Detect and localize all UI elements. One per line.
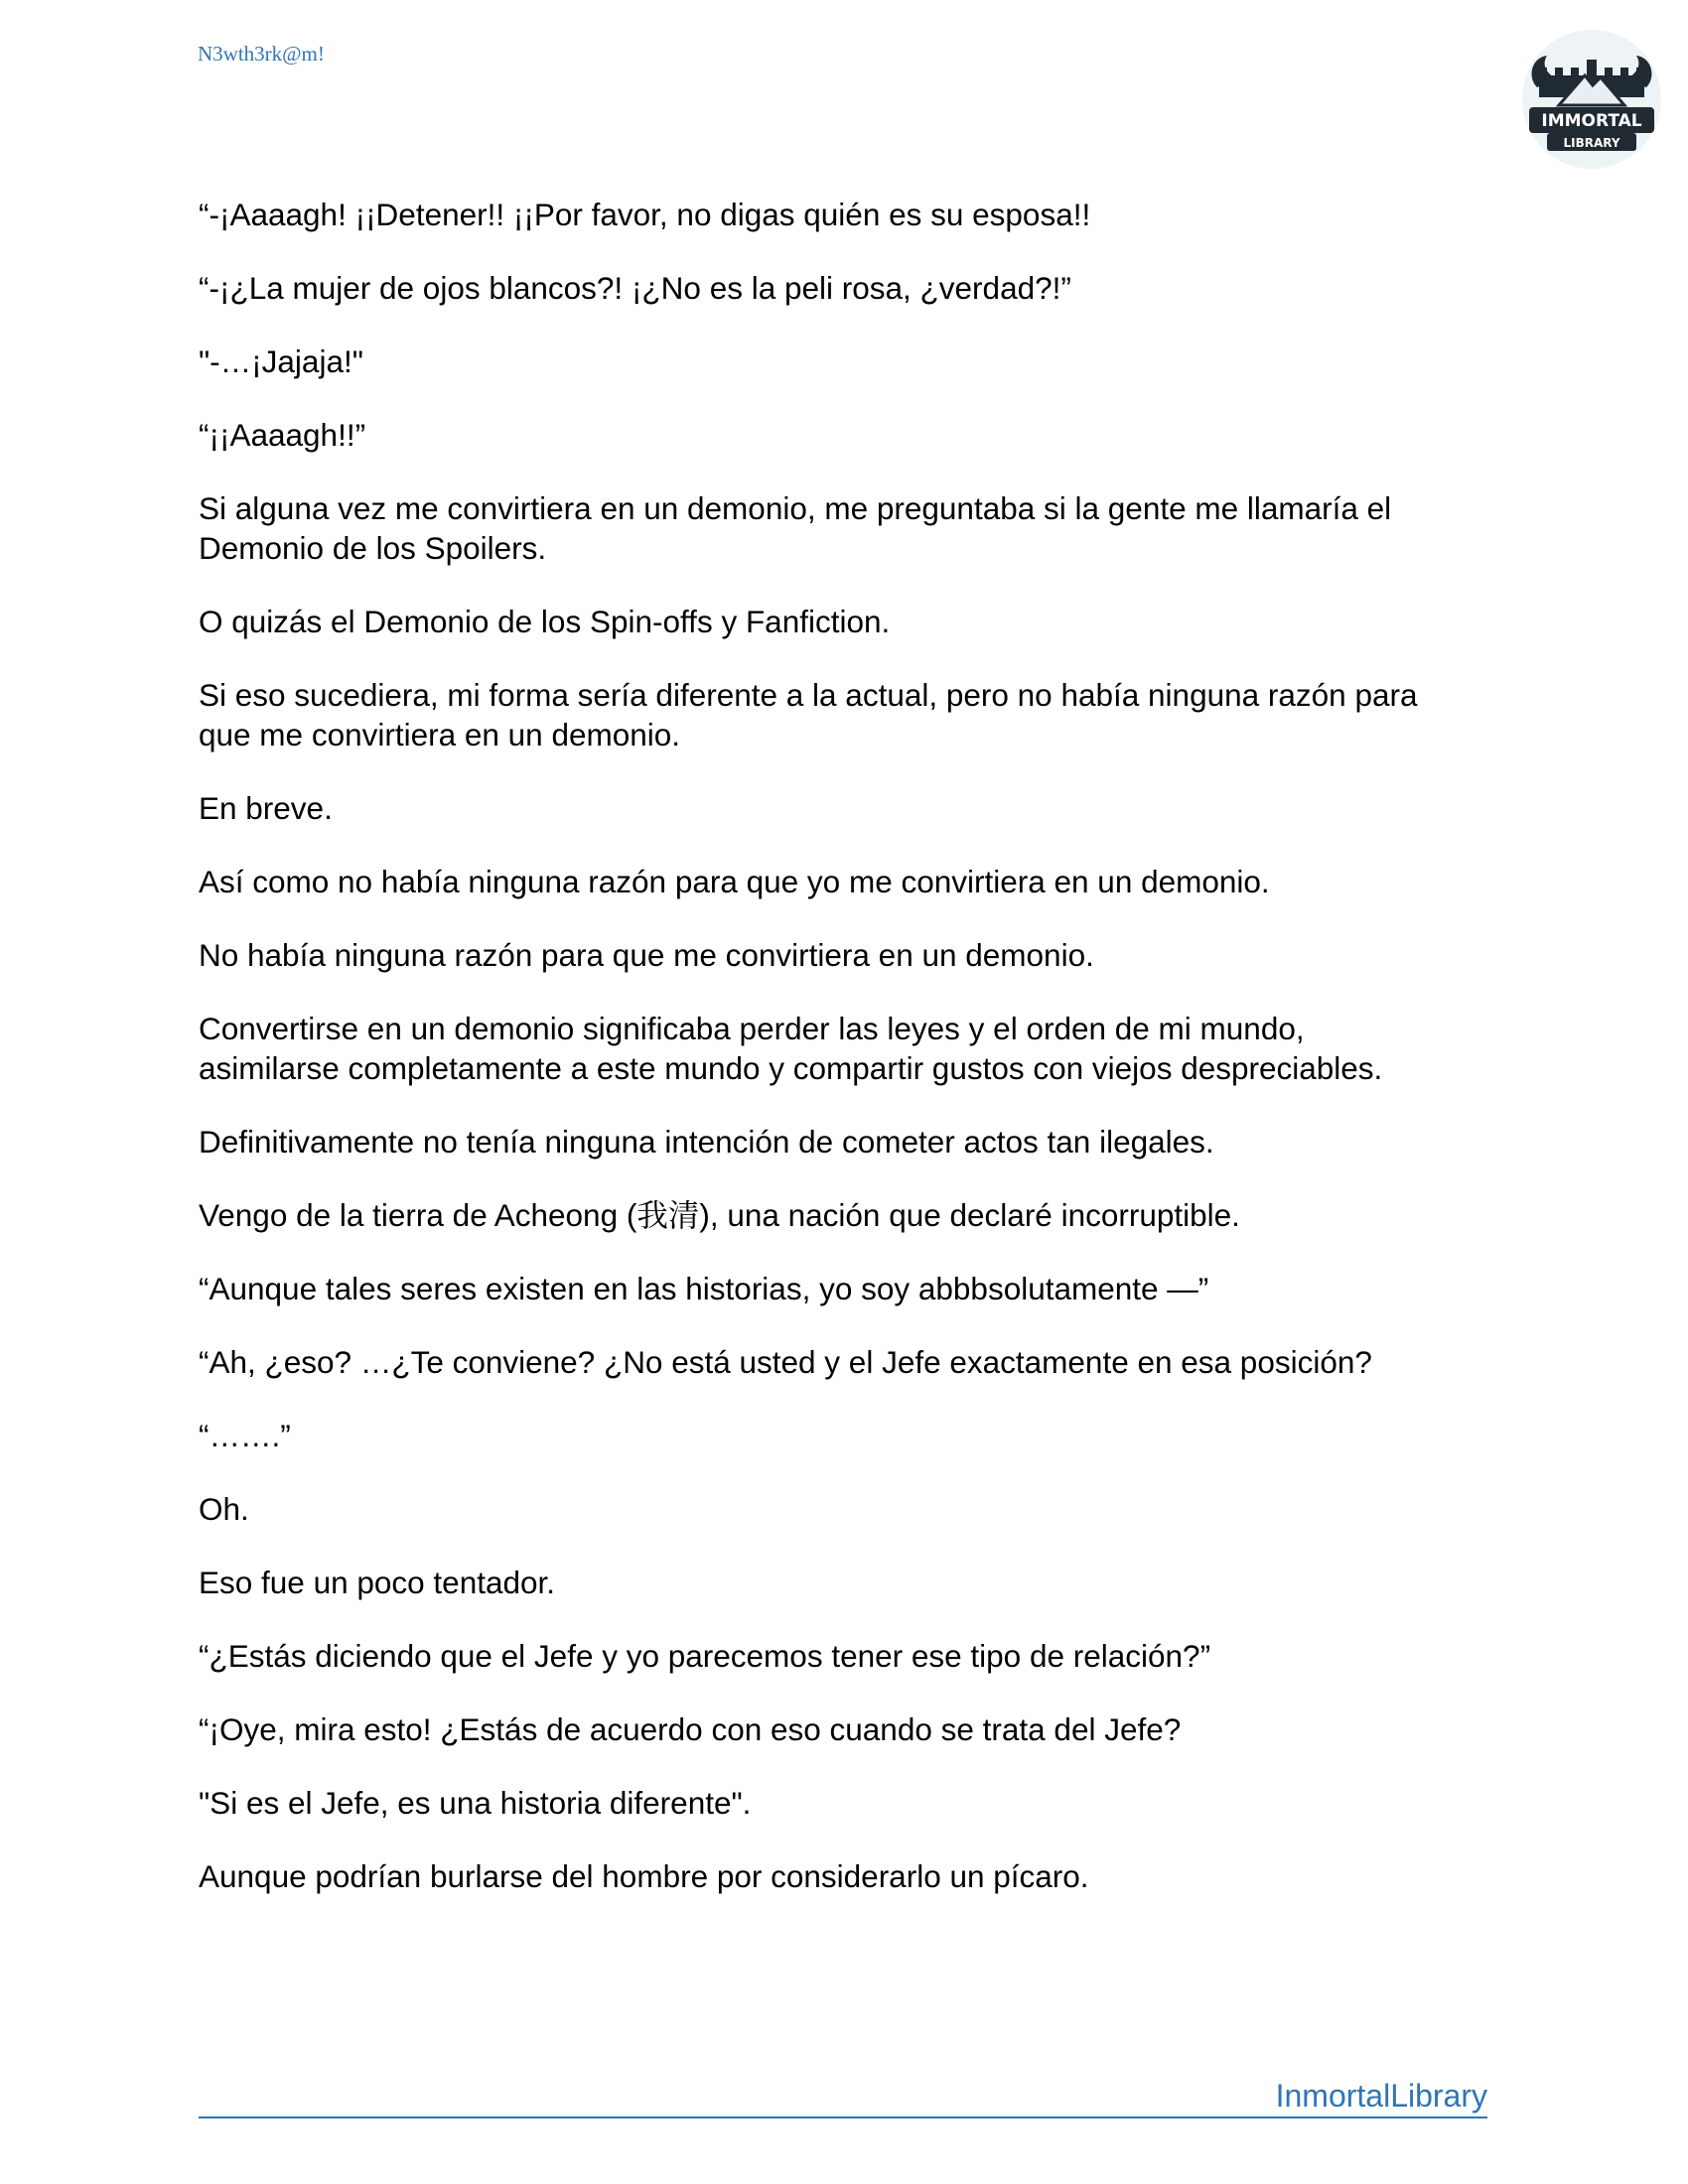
paragraph: Definitivamente no tenía ninguna intención de cometer actos tan ilegales.	[199, 1124, 1214, 1160]
paragraph: “…….”	[199, 1418, 291, 1453]
paragraph: "Si es el Jefe, es una historia diferente".	[199, 1785, 752, 1821]
header-watermark: N3wth3rk@m!	[198, 42, 325, 66]
paragraph: Así como no había ninguna razón para que yo me convirtiera en un demonio.	[199, 864, 1270, 899]
paragraph: En breve.	[199, 790, 333, 826]
paragraph: “¡¡Aaaagh!!”	[199, 417, 366, 453]
paragraph: “¿Estás diciendo que el Jefe y yo parecemos tener ese tipo de relación?”	[199, 1638, 1211, 1674]
paragraph: No había ninguna razón para que me convirtiera en un demonio.	[199, 937, 1094, 973]
paragraph: Convertirse en un demonio significaba perder las leyes y el orden de mi mundo, asimilarse completamente a este mundo y compartir gustos con viejos despreciables.	[199, 1011, 1383, 1086]
immortal-library-logo-icon	[1517, 28, 1666, 177]
footer-rule	[199, 2071, 1487, 2118]
paragraph: “-¡Aaaagh! ¡¡Detener!! ¡¡Por favor, no digas quién es su esposa!!	[199, 197, 1091, 232]
paragraph: “¡Oye, mira esto! ¿Estás de acuerdo con eso cuando se trata del Jefe?	[199, 1711, 1182, 1747]
paragraph: “-¡¿La mujer de ojos blancos?! ¡¿No es la peli rosa, ¿verdad?!”	[199, 270, 1071, 306]
paragraph: Si eso sucediera, mi forma sería diferente a la actual, pero no había ninguna razón para que me convirtiera en un demonio.	[199, 677, 1418, 752]
paragraph: “Aunque tales seres existen en las historias, yo soy abbbsolutamente —”	[199, 1271, 1209, 1306]
paragraph: Si alguna vez me convirtiera en un demonio, me preguntaba si la gente me llamaría el Demonio de los Spoilers.	[199, 490, 1392, 566]
paragraph: O quizás el Demonio de los Spin-offs y Fanfiction.	[199, 604, 891, 639]
paragraph: Aunque podrían burlarse del hombre por considerarlo un pícaro.	[199, 1858, 1089, 1894]
logo-line1: IMMORTAL	[1541, 111, 1642, 131]
paragraph: "-…¡Jajaja!"	[199, 343, 363, 379]
document-body	[199, 195, 1499, 1930]
paragraph: Oh.	[199, 1491, 249, 1527]
footer-link[interactable]: InmortalLibrary	[1275, 2078, 1487, 2114]
paragraph: “Ah, ¿eso? …¿Te conviene? ¿No está usted y el Jefe exactamente en esa posición?	[199, 1344, 1372, 1380]
paragraph: Eso fue un poco tentador.	[199, 1565, 556, 1600]
paragraph: Vengo de la tierra de Acheong (我清), una nación que declaré incorruptible.	[199, 1197, 1240, 1233]
logo-line2: LIBRARY	[1563, 136, 1620, 150]
